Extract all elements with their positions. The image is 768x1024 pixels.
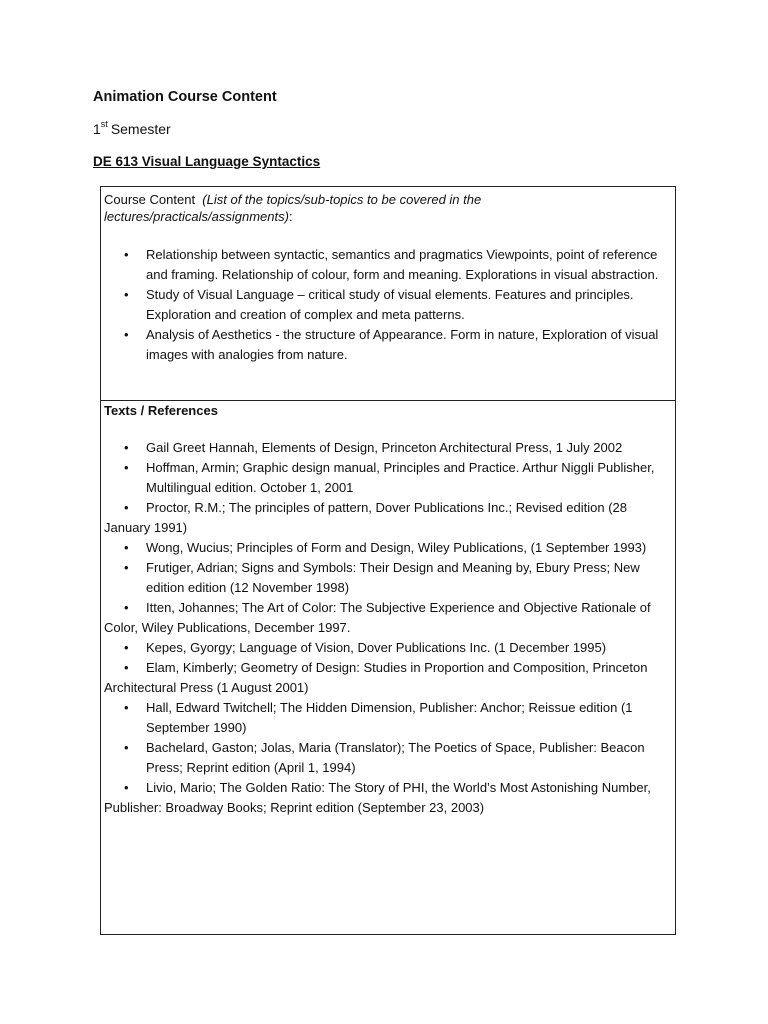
reference-text: Hall, Edward Twitchell; The Hidden Dimension, Publisher: Anchor; Reissue edition (1 September 1990)	[146, 700, 633, 735]
course-content-label: Course Content	[104, 192, 196, 207]
bullet-icon: •	[124, 287, 129, 302]
list-item-text: Relationship between syntactic, semantics and pragmatics Viewpoints, point of reference and framing. Relationship of colour, form and meaning. Explorations in visual abstraction.	[146, 247, 659, 282]
reference-text: Hoffman, Armin; Graphic design manual, Principles and Practice. Arthur Niggli Publisher, Multilingual edition. October 1, 2001	[146, 460, 655, 495]
page-title: Animation Course Content	[93, 89, 277, 105]
semester-label	[93, 121, 171, 137]
course-table	[100, 186, 676, 935]
list-item-text: Study of Visual Language – critical study of visual elements. Features and principles. Exploration and creation of complex and meta patterns.	[146, 287, 634, 322]
bullet-icon: •	[124, 640, 129, 655]
course-code-heading: DE 613 Visual Language Syntactics	[93, 154, 321, 169]
list-item	[104, 325, 672, 365]
reference-text: Livio, Mario; The Golden Ratio: The Story of PHI, the World’s Most Astonishing Number, Publisher: Broadway Books; Reprint edition (September 23, 2003)	[104, 780, 651, 815]
bullet-icon: •	[124, 327, 129, 342]
reference-text: Kepes, Gyorgy; Language of Vision, Dover Publications Inc. (1 December 1995)	[146, 640, 607, 655]
bullet-icon: •	[124, 560, 129, 575]
course-content-note: (List of the topics/sub-topics to be covered in the lectures/practicals/assignments)	[104, 192, 482, 224]
reference-item	[104, 658, 676, 698]
list-item	[104, 245, 672, 285]
bullet-icon: •	[124, 740, 129, 755]
course-content-colon: :	[288, 209, 293, 224]
table-divider	[101, 400, 675, 401]
reference-text: Itten, Johannes; The Art of Color: The Subjective Experience and Objective Rationale of Color, Wiley Publications, December 1997.	[104, 600, 651, 635]
list-item	[104, 285, 672, 325]
list-item-text: Analysis of Aesthetics - the structure of Appearance. Form in nature, Exploration of visual images with analogies from nature.	[146, 327, 659, 362]
reference-item	[104, 438, 676, 458]
course-content-list	[104, 245, 672, 365]
bullet-icon: •	[124, 600, 129, 615]
semester-text: Semester	[110, 121, 171, 137]
reference-item	[104, 698, 676, 738]
references-heading: Texts / References	[104, 403, 218, 418]
reference-item	[104, 558, 676, 598]
bullet-icon: •	[124, 460, 129, 475]
reference-item	[104, 458, 676, 498]
bullet-icon: •	[124, 500, 129, 515]
reference-item	[104, 598, 676, 638]
reference-text: Wong, Wucius; Principles of Form and Design, Wiley Publications, (1 September 1993)	[146, 540, 647, 555]
reference-text: Proctor, R.M.; The principles of pattern, Dover Publications Inc.; Revised edition (28 January 1991)	[104, 500, 627, 535]
semester-ordinal: st	[100, 119, 108, 129]
reference-item	[104, 538, 676, 558]
references-list	[104, 438, 676, 818]
reference-item	[104, 778, 676, 818]
bullet-icon: •	[124, 440, 129, 455]
reference-text: Frutiger, Adrian; Signs and Symbols: Their Design and Meaning by, Ebury Press; New edition edition (12 November 1998)	[146, 560, 640, 595]
bullet-icon: •	[124, 780, 129, 795]
bullet-icon: •	[124, 660, 129, 675]
reference-item	[104, 498, 676, 538]
reference-text: Elam, Kimberly; Geometry of Design: Studies in Proportion and Composition, Princeton Architectural Press (1 August 2001)	[104, 660, 648, 695]
bullet-icon: •	[124, 540, 129, 555]
reference-item	[104, 638, 676, 658]
reference-text: Gail Greet Hannah, Elements of Design, Princeton Architectural Press, 1 July 2002	[146, 440, 623, 455]
reference-item	[104, 738, 676, 778]
bullet-icon: •	[124, 700, 129, 715]
bullet-icon: •	[124, 247, 129, 262]
reference-text: Bachelard, Gaston; Jolas, Maria (Translator); The Poetics of Space, Publisher: Beacon Press; Reprint edition (April 1, 1994)	[146, 740, 645, 775]
course-content-heading	[104, 191, 670, 225]
semester-number: 1	[93, 121, 101, 137]
